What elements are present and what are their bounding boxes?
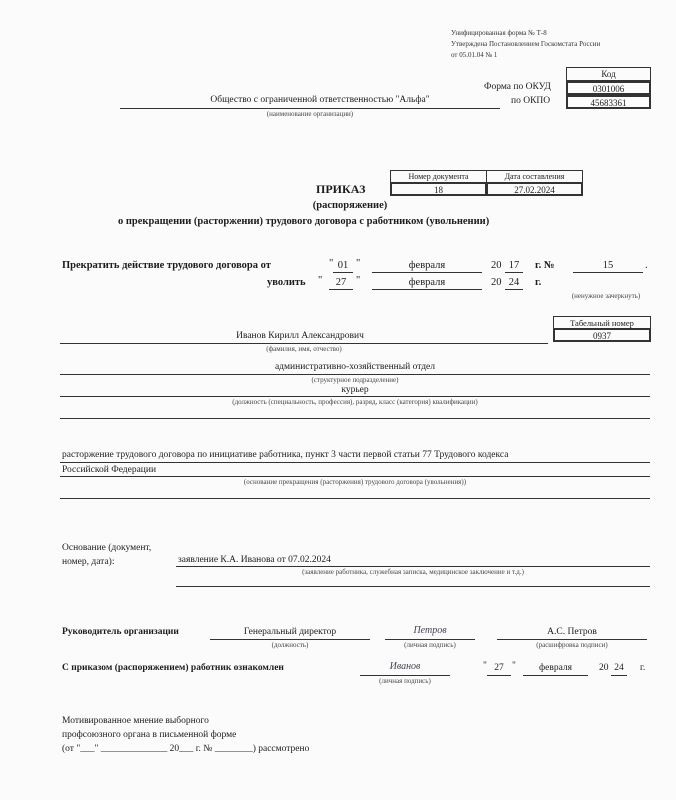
form-header-line1: Унифицированная форма № Т-8	[451, 29, 547, 37]
dismiss-g: г.	[535, 277, 542, 288]
union-line1: Мотивированное мнение выборного	[62, 716, 209, 726]
head-position-caption: (должность)	[271, 641, 309, 649]
doc-number-header: Номер документа	[390, 170, 487, 183]
order-description: о прекращении (расторжении) трудового договора с работником (увольнении)	[118, 216, 490, 227]
dismiss-day: 27	[335, 277, 347, 288]
ack-signature: Иванов	[389, 661, 421, 672]
head-position: Генеральный директор	[243, 627, 337, 637]
ack-day: 27	[494, 663, 504, 673]
order-subtitle: (распоряжение)	[312, 200, 388, 211]
okpo-label: по ОКПО	[511, 96, 551, 106]
terminate-month: февраля	[408, 260, 446, 271]
terminate-label: Прекратить действие трудового договора от	[62, 260, 271, 271]
ack-year-prefix: 20	[599, 663, 609, 673]
head-name: А.С. Петров	[547, 627, 597, 637]
okpo-value-cell: 45683361	[566, 95, 651, 109]
basis-value: заявление К.А. Иванова от 07.02.2024	[178, 555, 331, 565]
doc-number-value: 18	[390, 182, 487, 196]
okud-label: Форма по ОКУД	[484, 82, 551, 92]
employee-department: административно-хозяйственный отдел	[274, 362, 436, 372]
tab-number-value: 0937	[553, 328, 651, 342]
tab-number-header: Табельный номер	[553, 316, 651, 329]
organization-name: Общество с ограниченной ответственностью "Альфа"	[210, 95, 430, 105]
ack-month: февраля	[538, 663, 573, 673]
terminate-g-no: г. №	[535, 260, 555, 271]
dismiss-month: февраля	[408, 277, 446, 288]
form-header-line3: от 05.01.04 № 1	[451, 51, 498, 59]
terminate-dot: .	[645, 260, 648, 271]
order-title: ПРИКАЗ	[316, 182, 366, 196]
terminate-number: 15	[602, 260, 614, 271]
basis-label2: номер, дата):	[62, 557, 115, 567]
dismiss-year-prefix: 20	[491, 277, 502, 288]
head-signature-caption: (личная подпись)	[404, 641, 456, 649]
union-line3: (от "___" ______________ 20___ г. № ________) рассмотрено	[62, 744, 310, 754]
reason-line2: Российской Федерации	[62, 465, 157, 475]
head-signature: Петров	[413, 625, 447, 636]
employee-name: Иванов Кирилл Александрович	[236, 331, 364, 341]
ack-year: 24	[614, 663, 624, 673]
ack-signature-caption: (личная подпись)	[379, 677, 431, 685]
dismiss-year: 24	[508, 277, 520, 288]
employee-position: курьер	[341, 385, 369, 395]
code-title-cell: Код	[566, 67, 651, 81]
dismiss-caption: (ненужное зачеркнуть)	[571, 292, 641, 300]
ack-g: г.	[640, 663, 646, 673]
okud-value-cell: 0301006	[566, 81, 651, 95]
basis-label1: Основание (документ,	[62, 543, 152, 553]
employee-name-caption: (фамилия, имя, отчество)	[266, 345, 342, 353]
doc-date-value: 27.02.2024	[486, 182, 583, 196]
employee-position-caption: (должность (специальность, профессия), разряд, класс (категория) квалификации)	[232, 398, 478, 406]
basis-caption: (заявление работника, служебная записка, медицинское заключение и т.д.)	[302, 568, 524, 576]
terminate-year: 17	[508, 260, 520, 271]
reason-caption: (основание прекращения (расторжения) трудового договора (увольнения))	[243, 478, 467, 486]
reason-line1: расторжение трудового договора по инициативе работника, пункт 3 части первой статьи 77 Трудового кодекса	[62, 450, 509, 460]
ack-label: С приказом (распоряжением) работник ознакомлен	[62, 663, 284, 673]
form-header-line2: Утверждена Постановлением Госкомстата России	[451, 40, 601, 48]
terminate-year-prefix: 20	[491, 260, 502, 271]
union-line2: профсоюзного органа в письменной форме	[62, 730, 237, 740]
order-form-page: Унифицированная форма № Т-8 Утверждена Постановлением Госкомстата России от 05.01.04 № 1 Код Форма по ОКУД 0301006 по ОКПО 45683361 Общество с ограниченной ответственностью "Альфа" (наименование организации) Номер документа Дата составления 18 27.02.2024 ПРИКАЗ (распоряжение) о прекращении (расторжении) трудового договора с работником (увольнении) Прекратить действие трудового договора от " 01 " февраля 20 17 г. № 15 . уволить " 27 " февраля 20 24 г. (ненужное зачеркнуть) Табельный номер 0937 Иванов Кирилл Александрович (фамилия, имя, отчество) административно-хозяйственный отдел (структурное подразделение) курьер (должность (специальность, профессия), разряд, класс (категория) квалификации) расторжение трудового договора по инициативе работника, пункт 3 части первой статьи 77 Трудового кодекса Российской Федерации (основание прекращения (расторжения) трудового договора (увольнения)) Основание (документ, номер, дата): заявление К.А. Иванова от 07.02.2024 (заявление работника, служебная записка, медицинское заключение и т.д.) Руководитель организации Генеральный директор (должность) Петров (личная подпись) А.С. Петров (расшифровка подписи) С приказом (распоряжением) работник ознакомлен Иванов (личная подпись) " 27 " февраля 20 24 г. Мотивированное мнение выборного профсоюзного органа в письменной форме (от "___" ______________ 20___ г. № ________) рассмотрено	[0, 0, 676, 800]
terminate-day: 01	[337, 260, 349, 271]
organization-caption: (наименование организации)	[266, 110, 354, 118]
dismiss-label: уволить	[267, 277, 306, 288]
head-label: Руководитель организации	[62, 627, 179, 637]
head-name-caption: (расшифровка подписи)	[536, 641, 608, 649]
doc-date-header: Дата составления	[486, 170, 583, 183]
employee-department-caption: (структурное подразделение)	[311, 376, 399, 384]
